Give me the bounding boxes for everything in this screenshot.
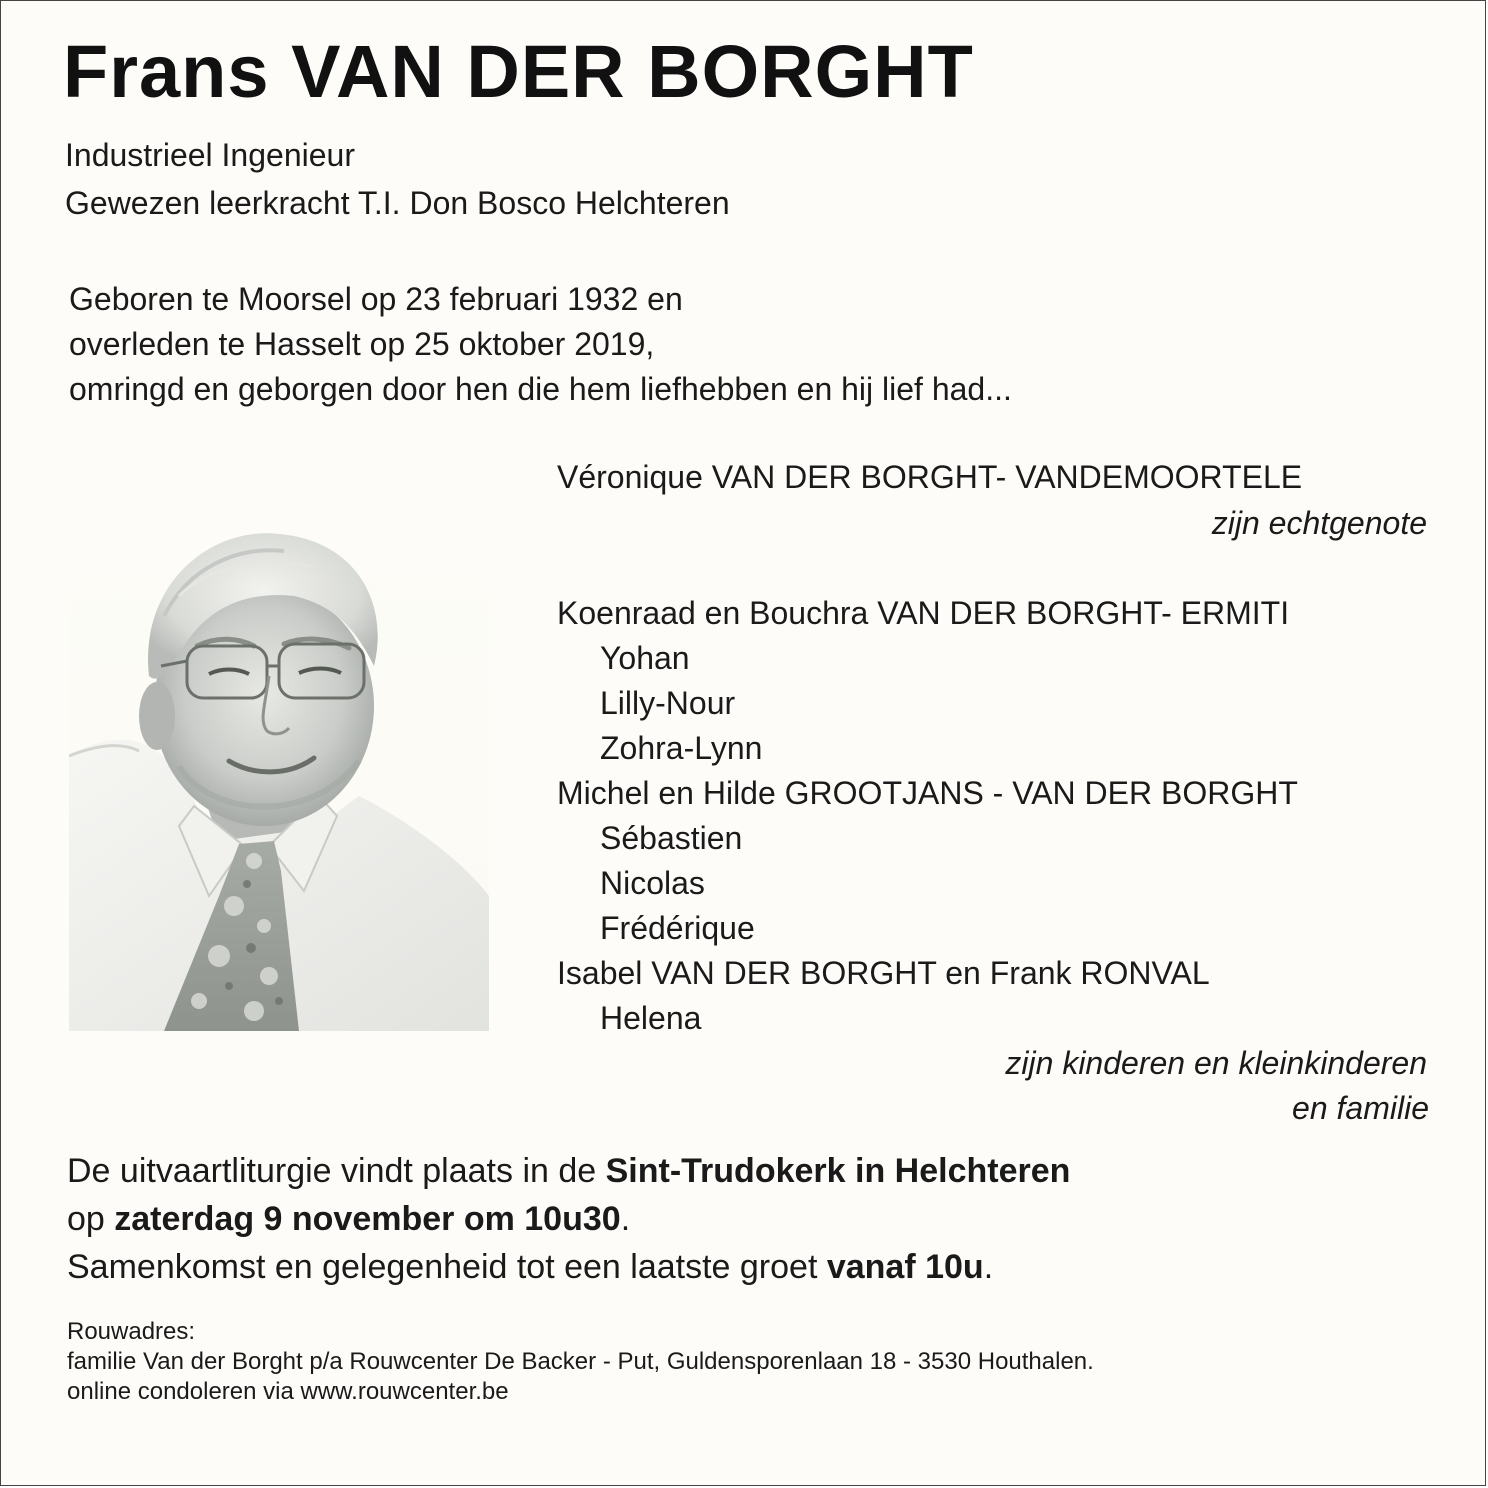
profession: Industrieel Ingenieur [65, 137, 355, 173]
spouse-relation: zijn echtgenote [1211, 505, 1427, 541]
funeral-date: zaterdag 9 november om 10u30 [114, 1200, 621, 1238]
funeral-church: Sint-Trudokerk in Helchteren [605, 1152, 1071, 1190]
grandchild-name: Sébastien [600, 820, 743, 856]
family-relation: en familie [1292, 1090, 1429, 1126]
funeral-location-prefix: De uitvaartliturgie vindt plaats in de [67, 1152, 606, 1190]
child-couple: Koenraad en Bouchra VAN DER BORGHT- ERMITI [557, 595, 1290, 631]
grandchild-name: Frédérique [600, 910, 755, 946]
birth-line: Geboren te Moorsel op 23 februari 1932 en [69, 281, 683, 317]
funeral-date-suffix: . [620, 1200, 631, 1238]
funeral-location-line [67, 1147, 1070, 1195]
child-couple: Isabel VAN DER BORGHT en Frank RONVAL [557, 955, 1210, 991]
gathering-suffix: . [983, 1248, 994, 1286]
deceased-name: Frans VAN DER BORGHT [63, 30, 974, 113]
grandchild-name: Lilly-Nour [600, 685, 736, 721]
grandchild-name: Zohra-Lynn [600, 730, 763, 766]
death-line: overleden te Hasselt op 25 oktober 2019, [69, 326, 655, 362]
address-line: familie Van der Borght p/a Rouwcenter De Backer - Put, Guldensporenlaan 18 - 3530 Houthalen. [67, 1348, 1094, 1375]
gathering-time: vanaf 10u [826, 1248, 984, 1286]
gathering-line [67, 1243, 1070, 1291]
funeral-date-line [67, 1195, 1070, 1243]
children-relation: zijn kinderen en kleinkinderen [1005, 1045, 1427, 1081]
birth-death-text [69, 277, 1012, 412]
grandchild-name: Nicolas [600, 865, 705, 901]
spouse-name: Véronique VAN DER BORGHT- VANDEMOORTELE [557, 459, 1303, 495]
child-couple: Michel en Hilde GROOTJANS - VAN DER BORGHT [557, 775, 1298, 811]
portrait-photo [69, 496, 489, 1031]
condolence-link[interactable]: online condoleren via www.rouwcenter.be [67, 1378, 509, 1405]
funeral-date-prefix: op [67, 1200, 115, 1238]
funeral-info [67, 1147, 1070, 1291]
grandchild-name: Yohan [600, 640, 690, 676]
former-position: Gewezen leerkracht T.I. Don Bosco Helchteren [65, 185, 730, 221]
grandchild-name: Helena [600, 1000, 702, 1036]
surrounded-line: omringd en geborgen door hen die hem liefhebben en hij lief had... [69, 371, 1012, 407]
address-label: Rouwadres: [67, 1318, 196, 1345]
gathering-prefix: Samenkomst en gelegenheid tot een laatste groet [67, 1248, 827, 1286]
mourning-address [67, 1317, 1094, 1407]
